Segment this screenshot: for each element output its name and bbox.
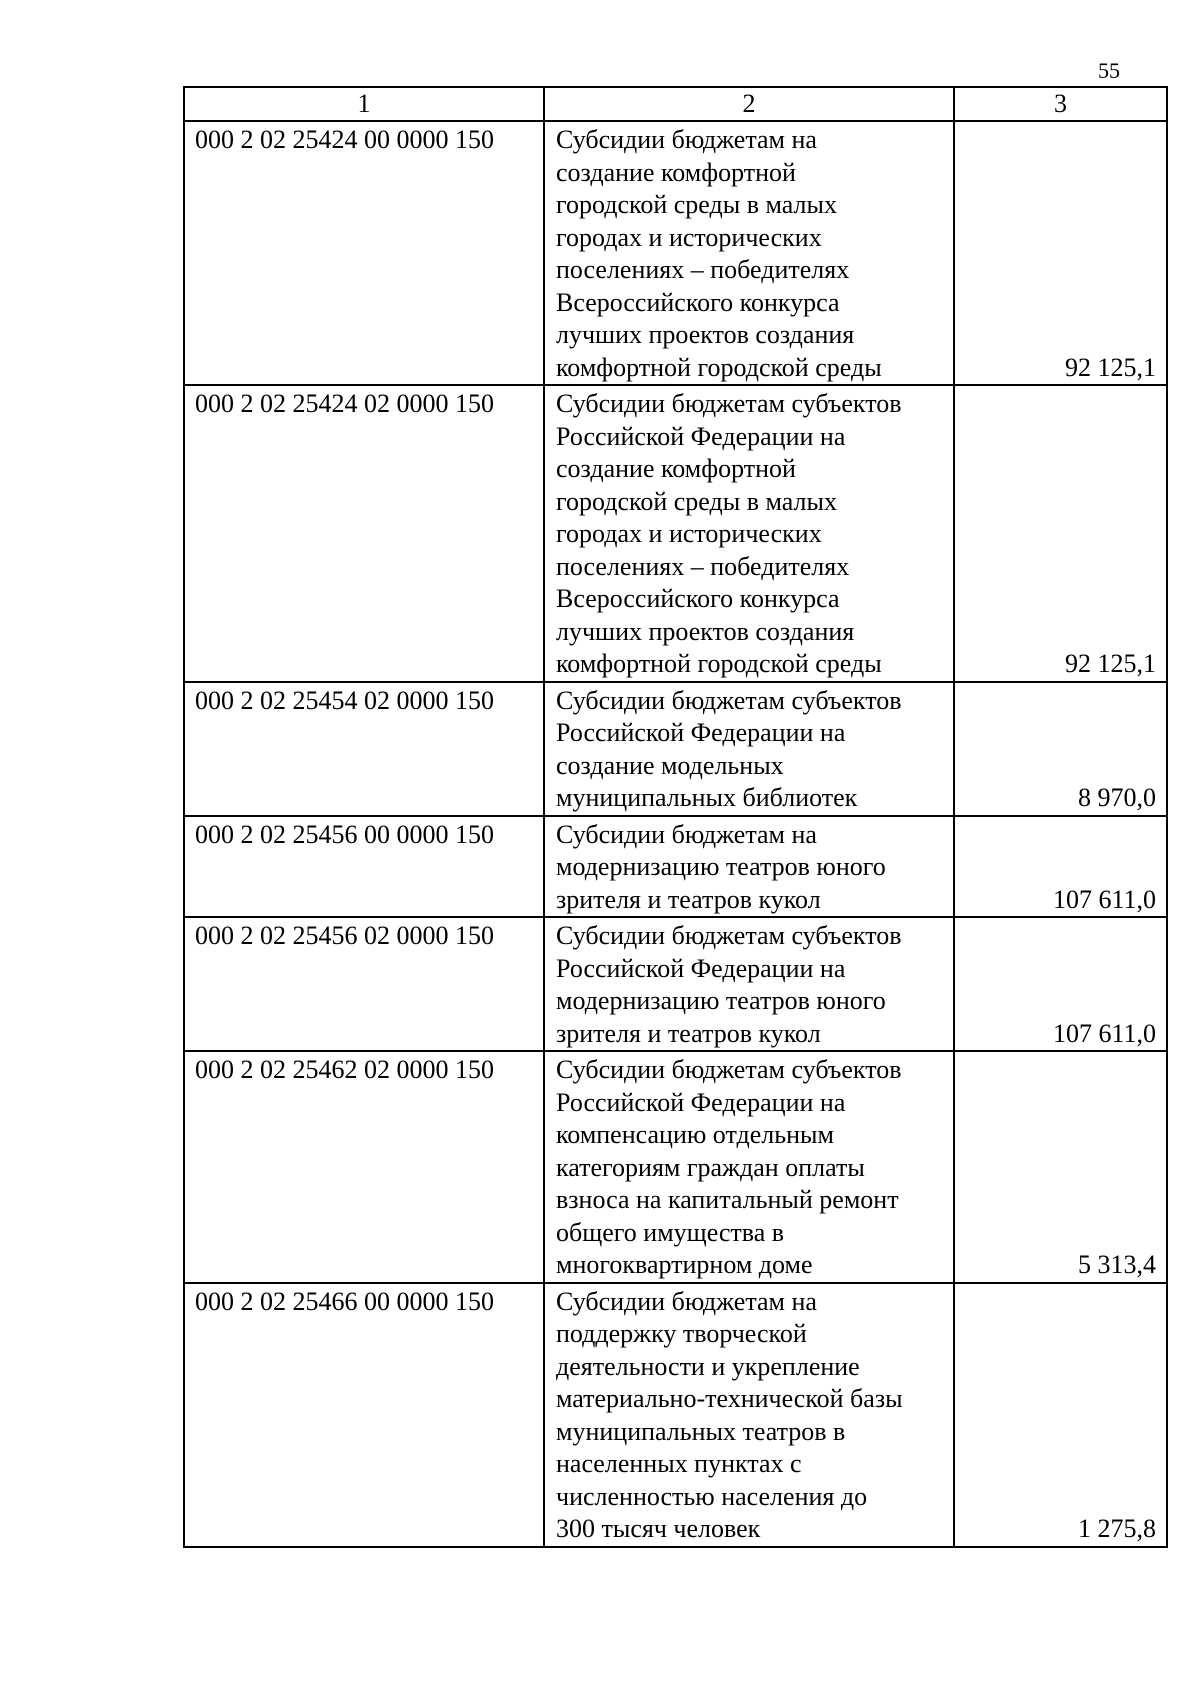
description-line: лучших проектов создания (556, 616, 855, 646)
budget-table (183, 86, 1168, 1548)
description-line: населенных пунктах с (556, 1449, 802, 1478)
description-line: муниципальных театров в (556, 1416, 846, 1446)
description-line: компенсацию отдельным (556, 1120, 834, 1149)
amount-cell: 8 970,0 (954, 682, 1167, 816)
amount-cell: 92 125,1 (954, 385, 1167, 682)
page-number: 55 (1098, 58, 1120, 83)
description-line: зрителя и театров кукол (556, 1018, 821, 1048)
description-cell (544, 917, 954, 1051)
description-line: модернизацию театров юного (556, 852, 886, 881)
description-cell (544, 1051, 954, 1283)
budget-code-cell: 000 2 02 25454 02 0000 150 (184, 682, 544, 816)
description-line: поселениях – победителях (556, 255, 850, 284)
description-cell (544, 816, 954, 918)
amount-cell: 5 313,4 (954, 1051, 1167, 1283)
description-line: численностью населения до (556, 1481, 868, 1511)
description-line: многоквартирном доме (556, 1250, 813, 1279)
description-line: деятельности и укрепление (556, 1351, 860, 1381)
description-line: комфортной городской среды (556, 352, 882, 382)
description-cell (544, 682, 954, 816)
description-line: Российской Федерации на (556, 718, 846, 747)
header-row (184, 87, 1167, 121)
description-line: муниципальных библиотек (556, 783, 858, 812)
amount-cell: 107 611,0 (954, 816, 1167, 918)
description-line: городах и исторических (556, 222, 822, 252)
description-line: городской среды в малых (556, 486, 837, 516)
description-line: зрителя и театров кукол (556, 884, 821, 914)
table-row (184, 385, 1167, 682)
budget-code-cell: 000 2 02 25424 02 0000 150 (184, 385, 544, 682)
amount-cell: 107 611,0 (954, 917, 1167, 1051)
amount-cell: 92 125,1 (954, 121, 1167, 385)
description-line: категориям граждан оплаты (556, 1152, 865, 1182)
description-line: Российской Федерации на (556, 953, 846, 983)
table-row (184, 1051, 1167, 1283)
description-line: Российской Федерации на (556, 421, 846, 451)
description-line: общего имущества в (556, 1217, 785, 1247)
description-line: городах и исторических (556, 519, 822, 548)
description-line: модернизацию театров юного (556, 986, 886, 1015)
description-line: создание комфортной (556, 454, 796, 483)
description-line: Субсидии бюджетам субъектов (556, 1055, 902, 1084)
description-line: Субсидии бюджетам на (556, 1286, 817, 1316)
budget-code-cell: 000 2 02 25466 00 0000 150 (184, 1283, 544, 1547)
budget-code-cell: 000 2 02 25456 02 0000 150 (184, 917, 544, 1051)
table-row (184, 121, 1167, 385)
budget-code-cell: 000 2 02 25462 02 0000 150 (184, 1051, 544, 1283)
description-line: поддержку творческой (556, 1319, 807, 1348)
description-cell (544, 121, 954, 385)
description-line: поселениях – победителях (556, 551, 850, 581)
table-row (184, 816, 1167, 918)
description-line: 300 тысяч человек (556, 1514, 761, 1543)
header-col-2: 2 (544, 87, 954, 121)
header-col-3: 3 (954, 87, 1167, 121)
description-line: городской среды в малых (556, 190, 837, 219)
description-line: Субсидии бюджетам субъектов (556, 921, 902, 950)
description-line: Всероссийского конкурса (556, 287, 840, 317)
description-line: Всероссийского конкурса (556, 584, 840, 613)
description-line: Субсидии бюджетам субъектов (556, 685, 902, 715)
budget-code-cell: 000 2 02 25424 00 0000 150 (184, 121, 544, 385)
description-line: лучших проектов создания (556, 320, 855, 349)
description-line: Субсидии бюджетам на (556, 125, 817, 154)
description-line: Субсидии бюджетам на (556, 819, 817, 849)
table-row (184, 1283, 1167, 1547)
table-row (184, 917, 1167, 1051)
description-line: Субсидии бюджетам субъектов (556, 389, 902, 418)
description-line: создание комфортной (556, 157, 796, 187)
amount-cell: 1 275,8 (954, 1283, 1167, 1547)
description-line: создание модельных (556, 750, 784, 780)
description-cell (544, 385, 954, 682)
budget-code-cell: 000 2 02 25456 00 0000 150 (184, 816, 544, 918)
table-row (184, 682, 1167, 816)
table-body (184, 121, 1167, 1547)
description-line: комфортной городской среды (556, 649, 882, 678)
description-line: Российской Федерации на (556, 1087, 846, 1117)
description-line: материально-технической базы (556, 1384, 903, 1413)
description-line: взноса на капитальный ремонт (556, 1185, 899, 1214)
description-cell (544, 1283, 954, 1547)
header-col-1: 1 (184, 87, 544, 121)
